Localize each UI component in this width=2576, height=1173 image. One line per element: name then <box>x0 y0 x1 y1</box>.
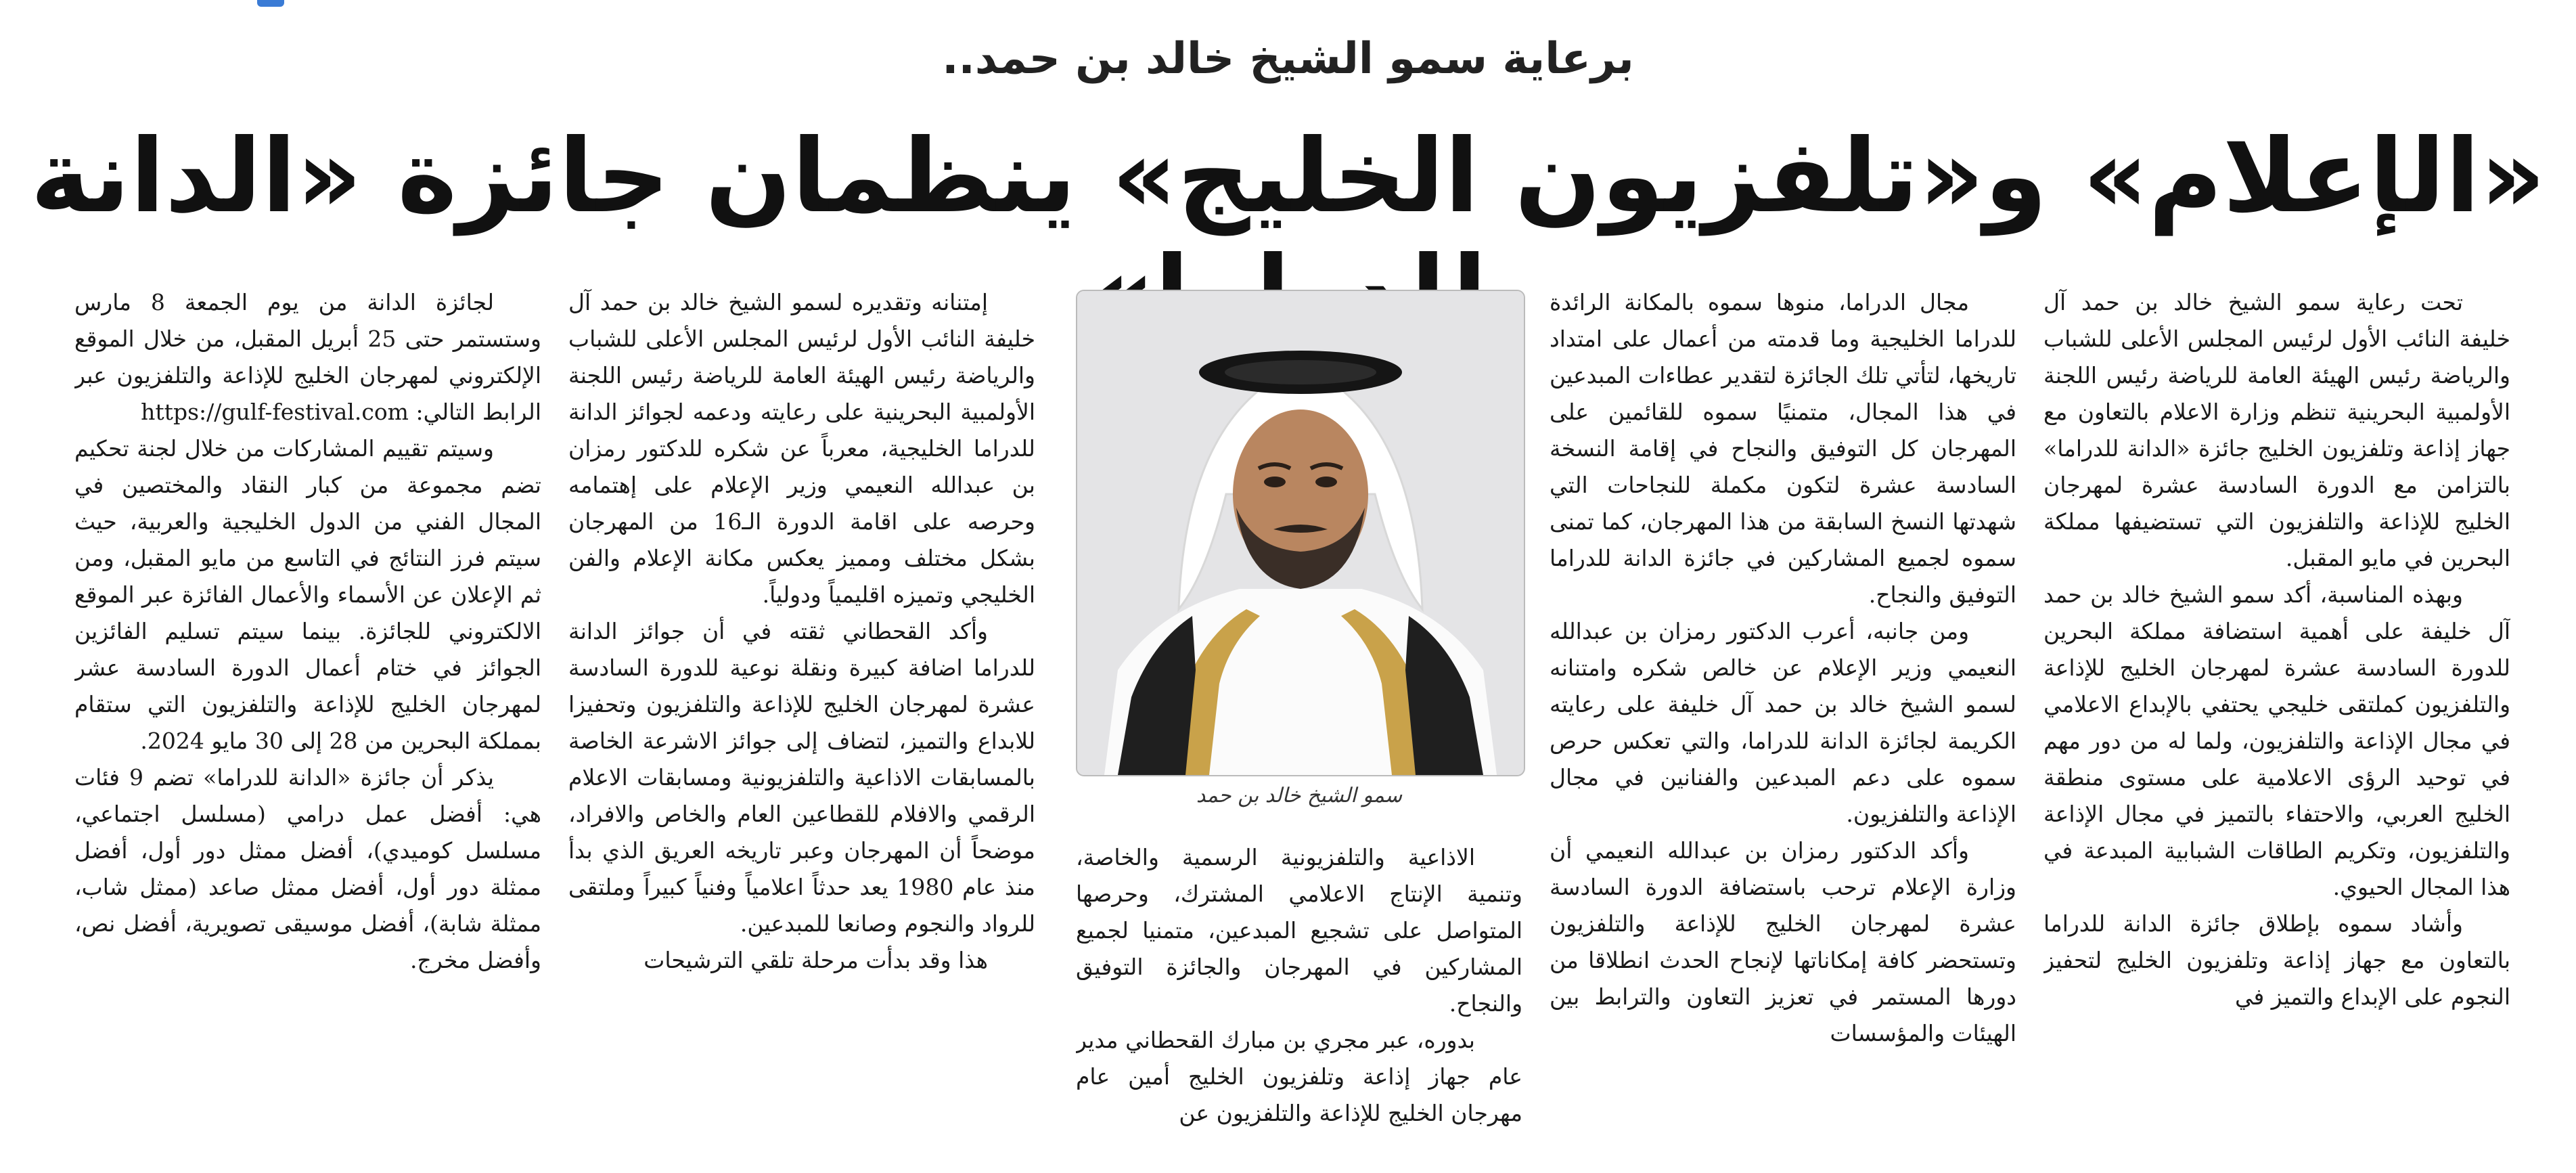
paragraph: تحت رعاية سمو الشيخ خالد بن حمد آل خليفة النائب الأول لرئيس المجلس الأعلى للشباب والرياضة رئيس الهيئة العامة للرياضة رئيس اللجنة الأولمبية البحرينية تنظم وزارة الاعلام بالتعاون مع جهاز إذاعة وتلفزيون الخليج جائزة «الدانة للدراما» بالتزامن مع الدورة السادسة عشرة لمهرجان الخليج للإذاعة والتلفزيون التي تستضيفها مملكة البحرين في مايو المقبل. <box>2043 289 2510 571</box>
paragraph: وبهذه المناسبة، أكد سمو الشيخ خالد بن حمد آل خليفة على أهمية استضافة مملكة البحرين للدورة السادسة عشرة لمهرجان الخليج للإذاعة والتلفزيون كملتقى خليجي يحتفي بالإبداع الاعلامي في مجال الإذاعة والتلفزيون، ولما له من دور مهم في توحيد الرؤى الاعلامية على مستوى منطقة الخليج العربي، والاحتفاء بالتميز في مجال الإذاعة والتلفزيون، وتكريم الطاقات الشبابية المبدعة في هذا المجال الحيوي. <box>2043 581 2510 900</box>
paragraph: وأكد الدكتور رمزان بن عبدالله النعيمي أن وزارة الإعلام ترحب باستضافة الدورة السادسة عشرة لمهرجان الخليج للإذاعة والتلفزيون وتستحضر كافة إمكاناتها لإنجاح الحدث انطلاقا من دورها المستمر في تعزيز التعاون والترابط بين الهيئات والمؤسسات <box>1550 837 2016 1046</box>
paragraph: وأكد القحطاني ثقته في أن جوائز الدانة للدراما اضافة كبيرة ونقلة نوعية للدورة السادسة عشرة لمهرجان الخليج للإذاعة والتلفزيون وتحفيزا للابداع والتميز، لتضاف إلى جوائز الاشرعة الخاصة بالمسابقات الاذاعية والتلفزيونية ومسابقات الاعلام الرقمي والافلام للقطاعين العام والخاص والافراد، موضحاً أن المهرجان وعبر تاريخه العريق الذي بدأ منذ عام 1980 يعد حدثاً اعلامياً وفنياً كبيراً وملتقى للرواد والنجوم وصانعا للمبدعين. <box>568 618 1035 937</box>
top-accent-bar <box>257 0 284 7</box>
portrait-illustration <box>1077 291 1524 775</box>
paragraph: ومن جانبه، أعرب الدكتور رمزان بن عبدالله النعيمي وزير الإعلام عن خالص شكره وامتنانه لسمو الشيخ خالد بن حمد آل خليفة على رعايته الكريمة لجائزة الدانة للدراما، والتي تعكس حرص سموه على دعم المبدعين والفنانين في مجال الإذاعة والتلفزيون. <box>1550 618 2016 827</box>
article-kicker: برعاية سمو الشيخ خالد بن حمد.. <box>942 34 1634 84</box>
photo-caption: سمو الشيخ خالد بن حمد <box>1196 784 1403 807</box>
paragraph: وسيتم تقييم المشاركات من خلال لجنة تحكيم تضم مجموعة من كبار النقاد والمختصين في المجال الفني من الدول الخليجية والعربية، حيث سيتم فرز النتائج في التاسع من مايو المقبل، ومن ثم الإعلان عن الأسماء والأعمال الفائزة عبر الموقع الالكتروني للجائزة. بينما سيتم تسليم الفائزين الجوائز في ختام أعمال الدورة السادسة عشر لمهرجان الخليج للإذاعة والتلفزيون التي ستقام بمملكة البحرين من 28 إلى 30 مايو 2024. <box>74 435 541 754</box>
portrait-photo <box>1076 290 1525 776</box>
paragraph: هذا وقد بدأت مرحلة تلقي الترشيحات <box>643 947 988 973</box>
paragraph: وأشاد سموه بإطلاق جائزة الدانة للدراما بالتعاون مع جهاز إذاعة وتلفزيون الخليج لتحفيز النجوم على الإبداع والتميز في <box>2043 910 2510 1010</box>
article-column-4 <box>568 284 1035 1173</box>
article-column-1 <box>2043 284 2510 1173</box>
paragraph: مجال الدراما، منوها سموه بالمكانة الرائدة للدراما الخليجية وما قدمته من أعمال على امتداد تاريخها، لتأتي تلك الجائزة لتقدير عطاءات المبدعين في هذا المجال، متمنيًا سموه للقائمين على المهرجان كل التوفيق والنجاح في إقامة النسخة السادسة عشرة لتكون مكملة للنجاحات التي شهدتها النسخ السابقة من هذا المهرجان، كما تمنى سموه لجميع المشاركين في جائزة الدانة للدراما التوفيق والنجاح. <box>1550 289 2016 608</box>
paragraph: إمتنانه وتقديره لسمو الشيخ خالد بن حمد آل خليفة النائب الأول لرئيس المجلس الأعلى للشباب والرياضة رئيس الهيئة العامة للرياضة رئيس اللجنة الأولمبية البحرينية على رعايته ودعمه لجوائز الدانة للدراما الخليجية، معرباً عن شكره للدكتور رمزان بن عبدالله النعيمي وزير الإعلام على إهتمامه وحرصه على اقامة الدورة الـ16 من المهرجان بشكل مختلف ومميز يعكس مكانة الإعلام والفن الخليجي وتميزه اقليمياً ودولياً. <box>568 289 1035 608</box>
article-column-2 <box>1550 284 2016 1173</box>
paragraph: بدوره، عبر مجري بن مبارك القحطاني مدير عام جهاز إذاعة وتلفزيون الخليج أمين عام مهرجان الخليج للإذاعة والتلفزيون عن <box>1076 1027 1522 1126</box>
article-column-5 <box>74 284 541 1173</box>
article-headline: «الإعلام» و«تلفزيون الخليج» ينظمان جائزة «الدانة <box>30 118 2546 236</box>
article-column-3 <box>1076 839 1522 1173</box>
paragraph: لجائزة الدانة من يوم الجمعة 8 مارس وستستمر حتى 25 أبريل المقبل، من خلال الموقع الإلكتروني لمهرجان الخليج للإذاعة والتلفزيون عبر الرابط التالي: https://gulf-festival.com <box>74 289 541 425</box>
paragraph: يذكر أن جائزة «الدانة للدراما» تضم 9 فئات هي: أفضل عمل درامي (مسلسل اجتماعي، مسلسل كوميدي)، أفضل ممثل دور أول، أفضل ممثلة دور أول، أفضل ممثل صاعد (ممثل شاب، ممثلة شابة)، أفضل موسيقى تصويرية، أفضل نص، وأفضل مخرج. <box>74 764 541 973</box>
paragraph: الاذاعية والتلفزيونية الرسمية والخاصة، وتنمية الإنتاج الاعلامي المشترك، وحرصها المتواصل على تشجيع المبدعين، متمنيا لجميع المشاركين في المهرجان والجائزة التوفيق والنجاح. <box>1076 844 1522 1017</box>
